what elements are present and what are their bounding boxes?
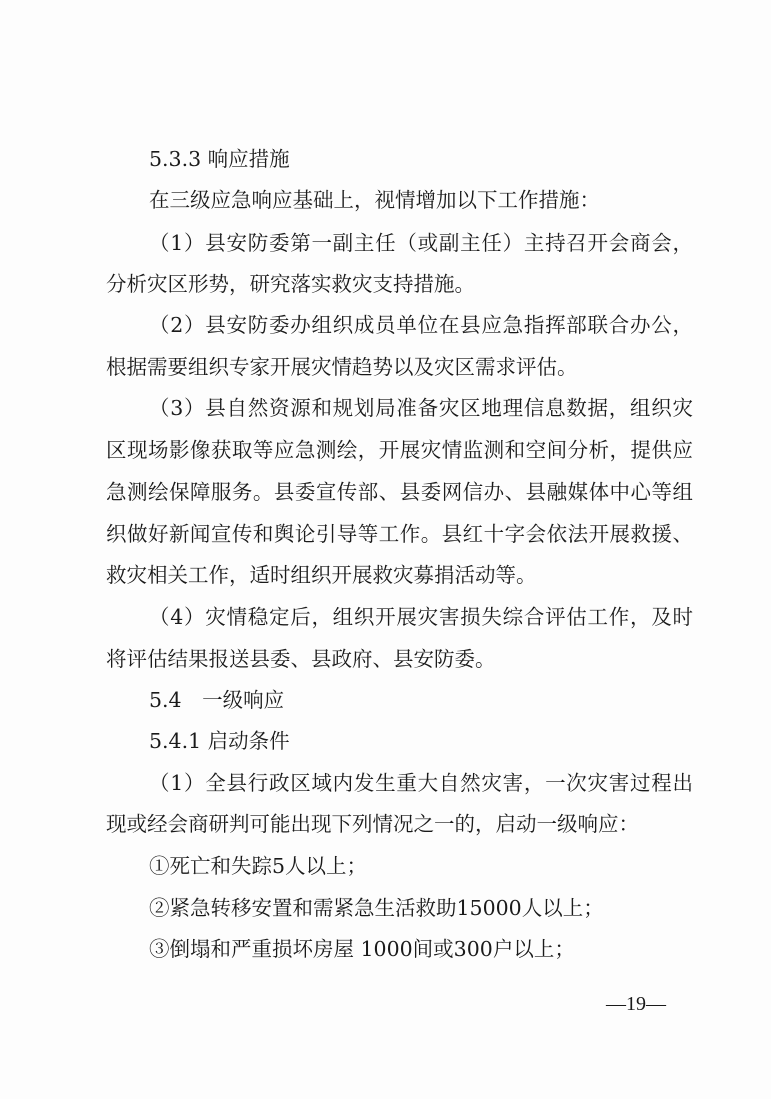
paragraph-line: （1）全县行政区域内发生重大自然灾害，一次灾害过程出 — [149, 771, 693, 795]
paragraph-line: 救灾相关工作，适时组织开展救灾募捐活动等。 — [106, 563, 537, 587]
list-item: ①死亡和失踪5人以上； — [149, 854, 368, 878]
paragraph-line: （3）县自然资源和规划局准备灾区地理信息数据，组织灾 — [149, 396, 693, 420]
paragraph-line: （1）县安防委第一副主任（或副主任）主持召开会商会， — [149, 231, 693, 255]
paragraph-line: 区现场影像获取等应急测绘，开展灾情监测和空间分析，提供应 — [106, 438, 693, 462]
paragraph-line: 将评估结果报送县委、县政府、县安防委。 — [106, 647, 496, 671]
section-heading-5-4: 5.4 一级响应 — [149, 688, 285, 712]
section-heading-5-3-3: 5.3.3 响应措施 — [149, 147, 290, 171]
paragraph-line: 分析灾区形势，研究落实救灾支持措施。 — [106, 272, 475, 296]
list-item: ②紧急转移安置和需紧急生活救助15000人以上； — [149, 896, 604, 920]
paragraph-line: 根据需要组织专家开展灾情趋势以及灾区需求评估。 — [106, 355, 578, 379]
paragraph-line: （2）县安防委办组织成员单位在县应急指挥部联合办公， — [149, 313, 693, 337]
section-heading-5-4-1: 5.4.1 启动条件 — [149, 729, 290, 753]
paragraph-line: 现或经会商研判可能出现下列情况之一的，启动一级响应： — [106, 812, 639, 836]
page-number: —19— — [606, 993, 666, 1015]
paragraph-line: （4）灾情稳定后，组织开展灾害损失综合评估工作，及时 — [149, 605, 693, 629]
paragraph-line: 在三级应急响应基础上，视情增加以下工作措施： — [149, 188, 600, 212]
list-item: ③倒塌和严重损坏房屋 1000间或300户以上； — [149, 937, 575, 961]
paragraph-line: 织做好新闻宣传和舆论引导等工作。县红十字会依法开展救援、 — [106, 522, 693, 546]
paragraph-line: 急测绘保障服务。县委宣传部、县委网信办、县融媒体中心等组 — [106, 480, 693, 504]
